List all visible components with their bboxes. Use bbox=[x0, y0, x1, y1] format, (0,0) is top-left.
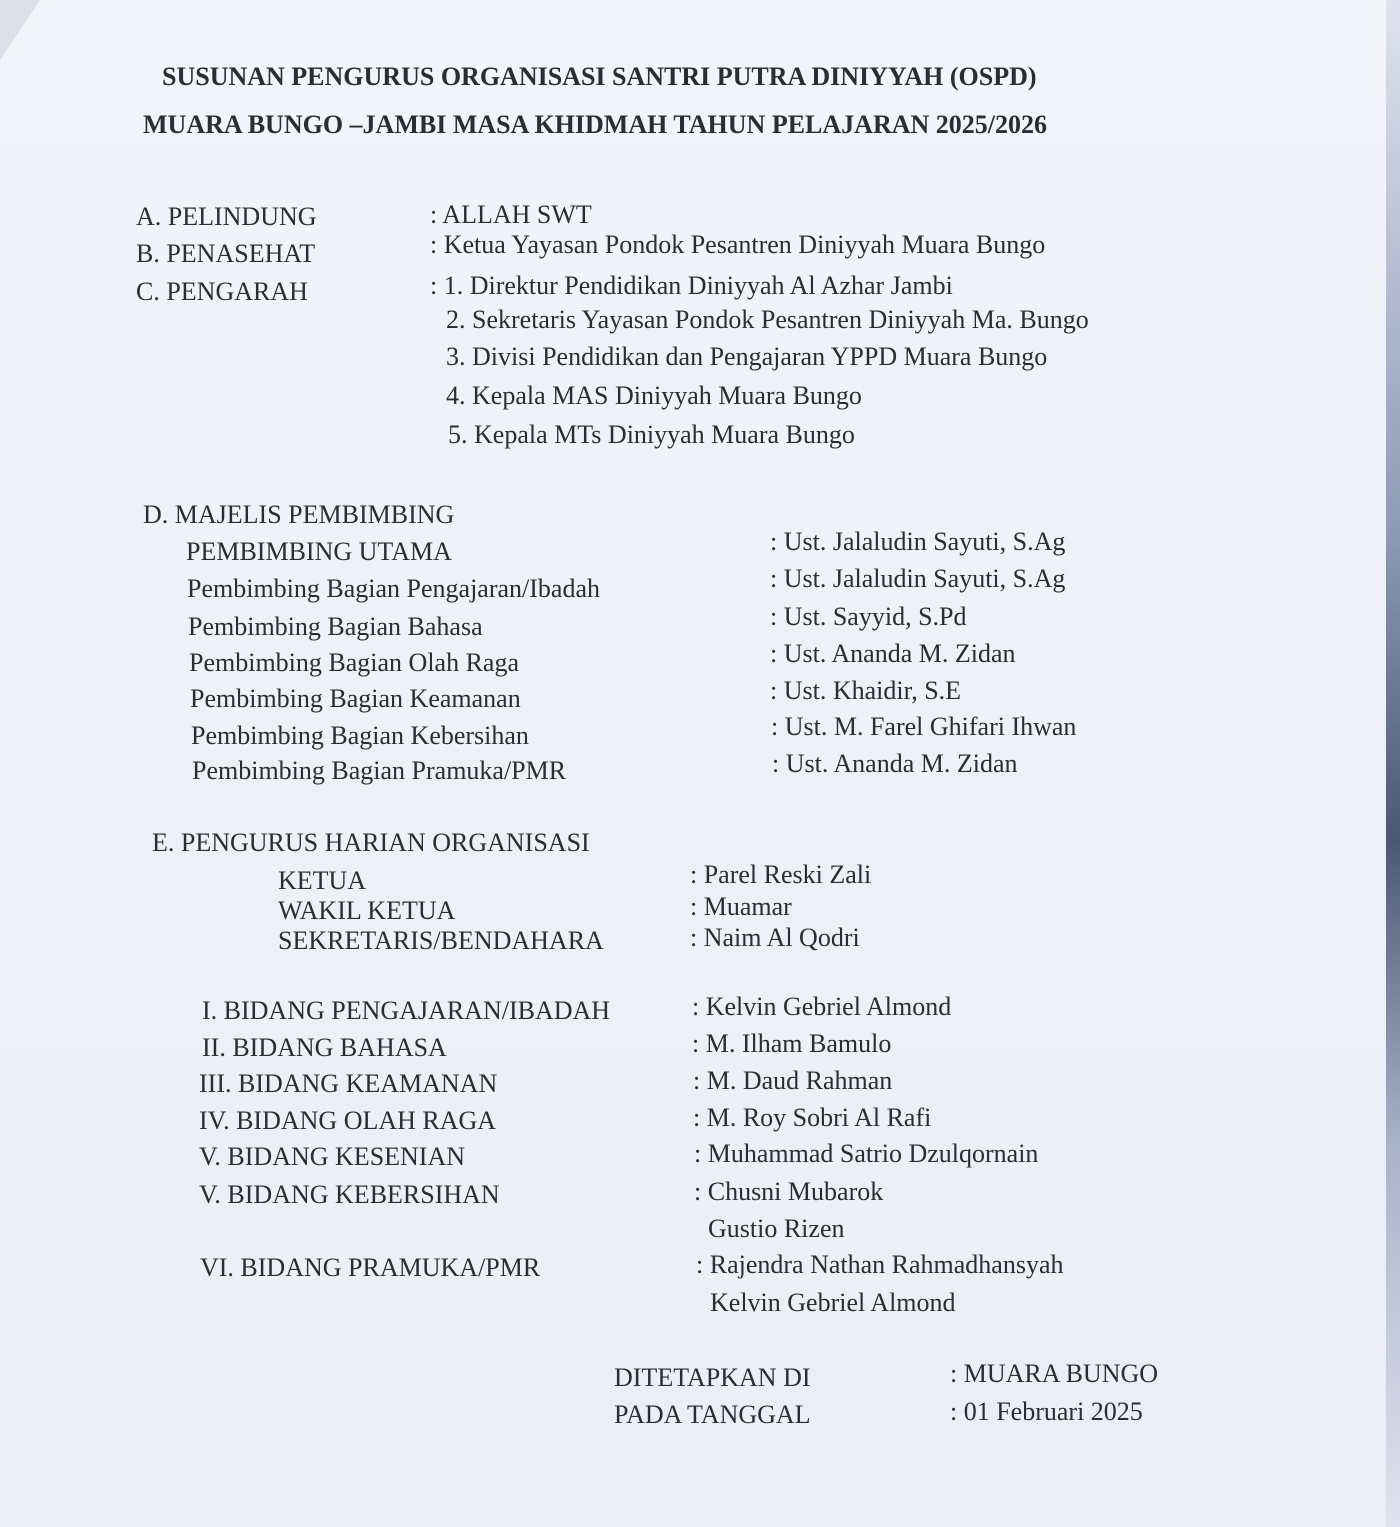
footer-date-value: : 01 Februari 2025 bbox=[950, 1397, 1143, 1426]
pembimbing-name: : Ust. Ananda M. Zidan bbox=[772, 749, 1018, 778]
section-c-item: 5. Kepala MTs Diniyyah Muara Bungo bbox=[448, 420, 855, 449]
pembimbing-name: : Ust. Ananda M. Zidan bbox=[770, 639, 1016, 668]
division-name: Gustio Rizen bbox=[708, 1214, 845, 1243]
division-role: I. BIDANG PENGAJARAN/IBADAH bbox=[202, 996, 611, 1025]
section-b-value: : Ketua Yayasan Pondok Pesantren Diniyyah Muara Bungo bbox=[430, 230, 1046, 259]
officer-role: KETUA bbox=[278, 866, 367, 895]
section-b-label: B. PENASEHAT bbox=[136, 239, 316, 268]
division-role: V. BIDANG KESENIAN bbox=[199, 1142, 466, 1171]
division-role: III. BIDANG KEAMANAN bbox=[199, 1069, 498, 1098]
pembimbing-name: : Ust. Jalaludin Sayuti, S.Ag bbox=[770, 564, 1066, 593]
pembimbing-role: PEMBIMBING UTAMA bbox=[186, 537, 452, 566]
pembimbing-name: : Ust. M. Farel Ghifari Ihwan bbox=[771, 712, 1077, 741]
section-d-heading: D. MAJELIS PEMBIMBING bbox=[143, 500, 455, 529]
pembimbing-role: Pembimbing Bagian Bahasa bbox=[188, 612, 483, 641]
officer-role: WAKIL KETUA bbox=[278, 896, 456, 925]
division-role: V. BIDANG KEBERSIHAN bbox=[199, 1180, 500, 1209]
section-a-label: A. PELINDUNG bbox=[136, 202, 317, 231]
footer-place-label: DITETAPKAN DI bbox=[614, 1363, 811, 1392]
section-c-label: C. PENGARAH bbox=[136, 277, 308, 306]
pembimbing-name: : Ust. Sayyid, S.Pd bbox=[770, 602, 967, 631]
division-role: IV. BIDANG OLAH RAGA bbox=[199, 1106, 497, 1135]
officer-role: SEKRETARIS/BENDAHARA bbox=[278, 926, 604, 955]
pembimbing-role: Pembimbing Bagian Olah Raga bbox=[189, 648, 520, 677]
officer-name: : Parel Reski Zali bbox=[690, 860, 872, 889]
division-name: : M. Roy Sobri Al Rafi bbox=[693, 1103, 932, 1132]
background-edge bbox=[1386, 0, 1400, 1527]
section-c-item: 4. Kepala MAS Diniyyah Muara Bungo bbox=[446, 381, 862, 410]
division-name: : M. Ilham Bamulo bbox=[692, 1029, 892, 1058]
footer-place-value: : MUARA BUNGO bbox=[950, 1359, 1159, 1388]
title-line-1: SUSUNAN PENGURUS ORGANISASI SANTRI PUTRA DINIYYAH (OSPD) bbox=[162, 62, 1037, 91]
footer-date-label: PADA TANGGAL bbox=[614, 1400, 811, 1429]
section-e-heading: E. PENGURUS HARIAN ORGANISASI bbox=[152, 828, 590, 857]
division-name: : Muhammad Satrio Dzulqornain bbox=[694, 1139, 1039, 1168]
section-c-item: 3. Divisi Pendidikan dan Pengajaran YPPD Muara Bungo bbox=[446, 342, 1048, 371]
pembimbing-role: Pembimbing Bagian Keamanan bbox=[190, 684, 521, 713]
division-role: VI. BIDANG PRAMUKA/PMR bbox=[200, 1253, 541, 1282]
pembimbing-role: Pembimbing Bagian Pengajaran/Ibadah bbox=[187, 574, 601, 603]
division-name: : M. Daud Rahman bbox=[693, 1066, 893, 1095]
division-name: : Kelvin Gebriel Almond bbox=[692, 992, 952, 1021]
pembimbing-role: Pembimbing Bagian Pramuka/PMR bbox=[192, 756, 567, 785]
section-a-value: : ALLAH SWT bbox=[430, 200, 592, 229]
page-fold-corner bbox=[0, 0, 40, 60]
officer-name: : Naim Al Qodri bbox=[690, 923, 860, 952]
division-name: : Chusni Mubarok bbox=[694, 1177, 884, 1206]
section-c-item: : 1. Direktur Pendidikan Diniyyah Al Azhar Jambi bbox=[430, 271, 953, 300]
division-name: Kelvin Gebriel Almond bbox=[710, 1288, 956, 1317]
division-name: : Rajendra Nathan Rahmadhansyah bbox=[696, 1250, 1064, 1279]
section-c-item: 2. Sekretaris Yayasan Pondok Pesantren Diniyyah Ma. Bungo bbox=[446, 305, 1089, 334]
division-role: II. BIDANG BAHASA bbox=[202, 1033, 447, 1062]
pembimbing-name: : Ust. Jalaludin Sayuti, S.Ag bbox=[770, 527, 1066, 556]
officer-name: : Muamar bbox=[690, 892, 792, 921]
pembimbing-name: : Ust. Khaidir, S.E bbox=[770, 676, 962, 705]
title-line-2: MUARA BUNGO –JAMBI MASA KHIDMAH TAHUN PELAJARAN 2025/2026 bbox=[143, 110, 1047, 139]
pembimbing-role: Pembimbing Bagian Kebersihan bbox=[191, 721, 529, 750]
